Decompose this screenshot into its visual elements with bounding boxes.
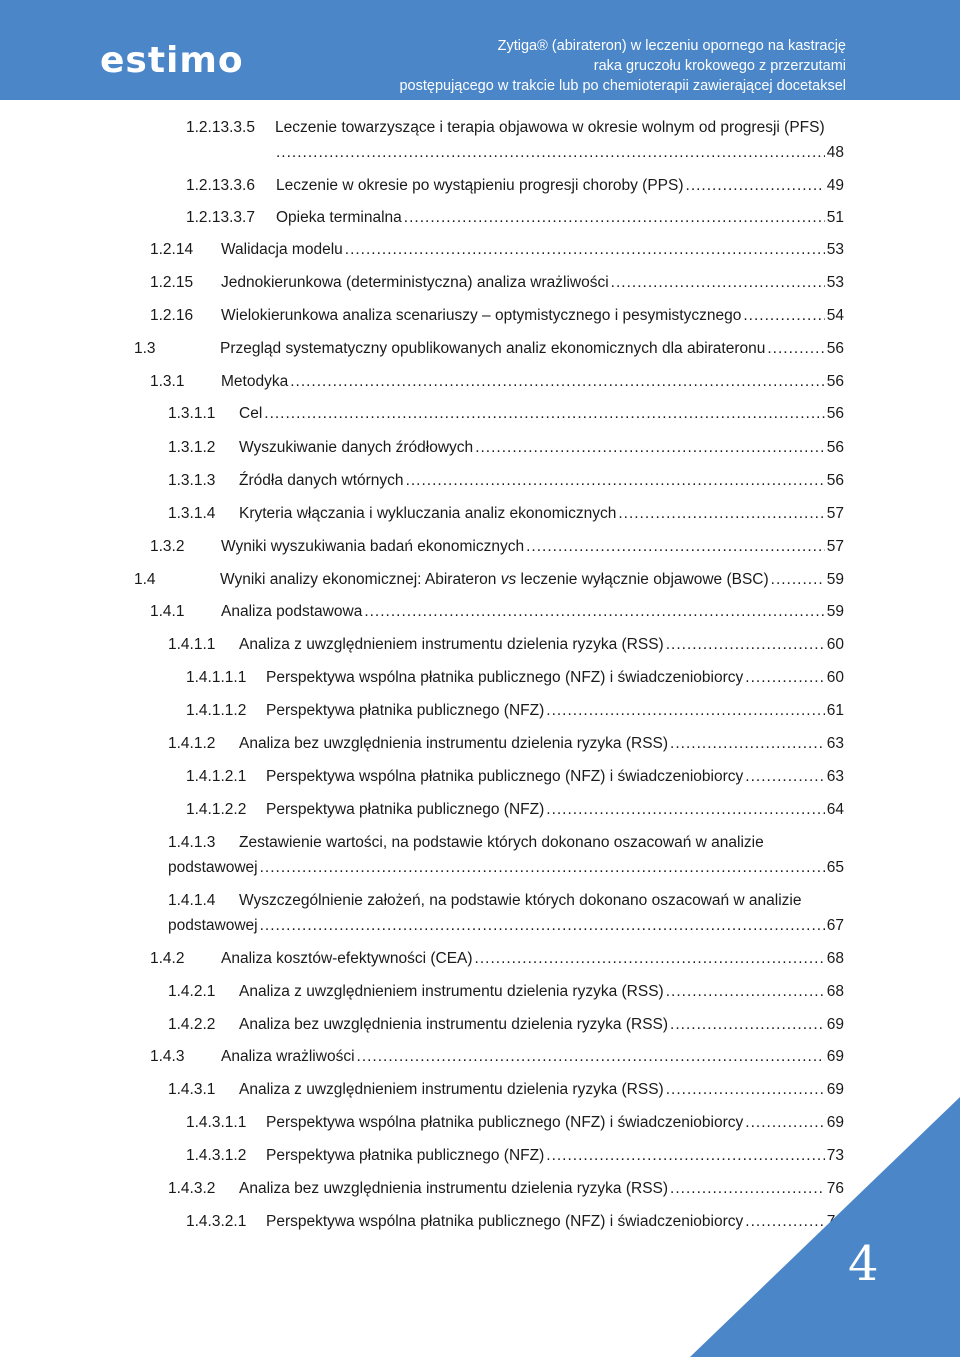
toc-title: Jednokierunkowa (deterministyczna) analiza wrażliwości (221, 274, 609, 291)
toc-number: 1.3 (134, 340, 156, 357)
toc-title: Kryteria włączania i wykluczania analiz ekonomicznych (239, 505, 617, 522)
toc-number: 1.4.1 (150, 603, 185, 620)
toc-number: 1.4.1.3 (168, 834, 216, 851)
toc-number: 1.4 (134, 571, 156, 588)
toc-page-number: 68 (826, 983, 844, 1000)
toc-title: Analiza podstawowa (221, 603, 363, 620)
toc-title: Analiza kosztów-efektywności (CEA) (221, 950, 473, 967)
toc-number: 1.4.3.2 (168, 1180, 216, 1197)
toc-entry[interactable] (168, 833, 764, 853)
toc-page-number: 68 (826, 950, 844, 967)
toc-title: Analiza bez uwzględnienia instrumentu dzielenia ryzyka (RSS) (239, 735, 669, 752)
toc-title: Walidacja modelu (221, 241, 343, 258)
toc-leader-dots (546, 800, 824, 820)
toc-entry[interactable] (168, 734, 844, 754)
toc-entry[interactable] (150, 949, 844, 969)
toc-entry[interactable] (168, 438, 844, 458)
toc-number: 1.3.1.1 (168, 405, 216, 422)
toc-title: Wielokierunkowa analiza scenariuszy – optymistycznego i pesymistycznego (221, 307, 742, 324)
toc-title-continuation: podstawowej (168, 859, 258, 876)
toc-title-part: leczenie wyłącznie objawowe (BSC) (516, 571, 769, 588)
toc-page-number: 56 (826, 472, 844, 489)
toc-title: Zestawienie wartości, na podstawie których dokonano oszacowań w analizie (239, 834, 764, 851)
toc-entry[interactable] (186, 668, 844, 688)
toc-page-number: 67 (826, 917, 844, 934)
toc-number: 1.4.2.1 (168, 983, 216, 1000)
toc-leader-dots (745, 668, 824, 688)
toc-leader-dots (406, 471, 825, 491)
toc-number: 1.3.1.4 (168, 505, 216, 522)
toc-number: 1.3.1.2 (168, 439, 216, 456)
header-title-line-2: raka gruczołu krokowego z przerzutami (593, 58, 846, 74)
toc-title: Leczenie w okresie po wystąpieniu progresji choroby (PPS) (276, 177, 684, 194)
toc-entry[interactable] (150, 537, 844, 557)
toc-entry[interactable] (150, 273, 844, 293)
toc-page-number: 63 (826, 768, 844, 785)
toc-page-number: 59 (826, 603, 844, 620)
toc-number: 1.2.13.3.5 (186, 119, 255, 136)
toc-title: Perspektywa wspólna płatnika publicznego (NFZ) i świadczeniobiorcy (266, 669, 744, 686)
toc-entry[interactable] (168, 471, 844, 491)
toc-title: Perspektywa wspólna płatnika publicznego (NFZ) i świadczeniobiorcy (266, 1213, 744, 1230)
toc-leader-dots (260, 858, 825, 878)
toc-page-number: 49 (826, 177, 844, 194)
toc-entry-continuation[interactable] (276, 143, 844, 163)
toc-page-number: 51 (826, 209, 844, 226)
toc-page-number: 56 (826, 373, 844, 390)
toc-title: Wyszukiwanie danych źródłowych (239, 439, 474, 456)
toc-page-number: 57 (826, 505, 844, 522)
toc-title: Źródła danych wtórnych (239, 472, 404, 489)
toc-leader-dots (364, 602, 824, 622)
toc-page-number: 64 (826, 801, 844, 818)
toc-title-emphasis: vs (500, 571, 517, 588)
corner-decoration (690, 1097, 960, 1357)
toc-leader-dots (771, 570, 825, 590)
toc-page-number: 60 (826, 636, 844, 653)
toc-title: Analiza z uwzględnieniem instrumentu dzielenia ryzyka (RSS) (239, 983, 664, 1000)
toc-number: 1.4.2.2 (168, 1016, 216, 1033)
toc-number: 1.4.1.1 (168, 636, 216, 653)
toc-entry[interactable] (150, 306, 844, 326)
toc-page-number: 76 (826, 1213, 844, 1230)
toc-title: Przegląd systematyczny opublikowanych analiz ekonomicznych dla abirateronu (220, 340, 766, 357)
toc-title: Analiza z uwzględnieniem instrumentu dzielenia ryzyka (RSS) (239, 636, 664, 653)
toc-page-number: 69 (826, 1114, 844, 1131)
toc-page-number: 69 (826, 1081, 844, 1098)
toc-leader-dots (666, 635, 825, 655)
toc-title (220, 570, 769, 590)
toc-page-number: 60 (826, 669, 844, 686)
toc-number: 1.2.13.3.7 (186, 209, 255, 226)
toc-title: Perspektywa płatnika publicznego (NFZ) (266, 801, 545, 818)
toc-page-number: 59 (826, 571, 844, 588)
toc-title: Analiza bez uwzględnienia instrumentu dzielenia ryzyka (RSS) (239, 1180, 669, 1197)
toc-number: 1.2.15 (150, 274, 194, 291)
toc-title: Perspektywa wspólna płatnika publicznego (NFZ) i świadczeniobiorcy (266, 1114, 744, 1131)
toc-entry[interactable] (150, 372, 844, 392)
toc-entry-continuation[interactable] (168, 858, 844, 878)
toc-entry[interactable] (186, 118, 825, 138)
toc-number: 1.4.3 (150, 1048, 185, 1065)
toc-page-number: 54 (826, 307, 844, 324)
toc-leader-dots (745, 767, 824, 787)
toc-page-number: 56 (826, 340, 844, 357)
toc-entry[interactable] (150, 602, 844, 622)
toc-leader-dots (666, 982, 825, 1002)
toc-leader-dots (475, 949, 825, 969)
toc-page-number: 76 (826, 1180, 844, 1197)
toc-title: Wyszczególnienie założeń, na podstawie których dokonano oszacowań w analizie (239, 892, 802, 909)
toc-number: 1.4.2 (150, 950, 185, 967)
toc-entry[interactable] (134, 339, 844, 359)
toc-title: Leczenie towarzyszące i terapia objawowa w okresie wolnym od progresji (PFS) (275, 119, 825, 136)
toc-number: 1.3.2 (150, 538, 185, 555)
toc-number: 1.4.1.1.1 (186, 669, 247, 686)
header-title-line-3: postępującego w trakcie lub po chemioterapii zawierającej docetaksel (399, 78, 846, 94)
toc-leader-dots (290, 372, 825, 392)
toc-leader-dots (670, 1015, 825, 1035)
toc-entry[interactable] (150, 1047, 844, 1067)
header-title-line-1: Zytiga® (abirateron) w leczeniu opornego na kastrację (497, 38, 846, 54)
toc-entry[interactable] (168, 404, 844, 424)
toc-number: 1.4.1.1.2 (186, 702, 247, 719)
toc-entry[interactable] (186, 701, 844, 721)
toc-page-number: 65 (826, 859, 844, 876)
toc-number: 1.2.13.3.6 (186, 177, 255, 194)
toc-number: 1.4.3.1.1 (186, 1114, 247, 1131)
company-logo: estimo (100, 40, 244, 81)
toc-title: Metodyka (221, 373, 289, 390)
toc-page-number: 63 (826, 735, 844, 752)
toc-title: Wyniki wyszukiwania badań ekonomicznych (221, 538, 525, 555)
toc-entry[interactable] (186, 800, 844, 820)
toc-entry[interactable] (150, 240, 844, 260)
toc-title: Analiza wrażliwości (221, 1048, 355, 1065)
toc-page-number: 69 (826, 1016, 844, 1033)
toc-page-number: 56 (826, 439, 844, 456)
toc-page-number: 56 (826, 405, 844, 422)
toc-entry[interactable] (168, 891, 802, 911)
toc-page-number: 53 (826, 241, 844, 258)
toc-number: 1.4.1.2.1 (186, 768, 247, 785)
toc-entry[interactable] (168, 635, 844, 655)
toc-leader-dots (686, 176, 825, 196)
toc-title: Cel (239, 405, 263, 422)
toc-leader-dots (743, 306, 824, 326)
toc-leader-dots (276, 143, 825, 163)
toc-leader-dots (618, 504, 824, 524)
toc-leader-dots (526, 537, 825, 557)
toc-title-continuation: podstawowej (168, 917, 258, 934)
toc-entry[interactable] (168, 504, 844, 524)
toc-number: 1.3.1.3 (168, 472, 216, 489)
toc-title: Analiza bez uwzględnienia instrumentu dzielenia ryzyka (RSS) (239, 1016, 669, 1033)
toc-number: 1.4.3.1 (168, 1081, 216, 1098)
toc-leader-dots (264, 404, 824, 424)
toc-leader-dots (260, 916, 825, 936)
toc-page-number: 48 (826, 144, 844, 161)
toc-page-number: 69 (826, 1048, 844, 1065)
toc-title: Analiza z uwzględnieniem instrumentu dzielenia ryzyka (RSS) (239, 1081, 664, 1098)
toc-title: Perspektywa płatnika publicznego (NFZ) (266, 702, 545, 719)
toc-number: 1.4.1.2.2 (186, 801, 247, 818)
toc-title: Perspektywa wspólna płatnika publicznego (NFZ) i świadczeniobiorcy (266, 768, 744, 785)
toc-page-number: 57 (826, 538, 844, 555)
toc-page-number: 73 (826, 1147, 844, 1164)
toc-page-number: 53 (826, 274, 844, 291)
toc-entry-continuation[interactable] (168, 916, 844, 936)
toc-entry[interactable] (168, 982, 844, 1002)
toc-leader-dots (475, 438, 825, 458)
page-number: 4 (848, 1236, 879, 1292)
toc-leader-dots (357, 1047, 825, 1067)
toc-number: 1.4.3.1.2 (186, 1147, 247, 1164)
toc-entry[interactable] (134, 570, 844, 590)
toc-entry[interactable] (186, 176, 844, 196)
toc-entry[interactable] (168, 1015, 844, 1035)
toc-leader-dots (670, 734, 825, 754)
toc-leader-dots (546, 701, 824, 721)
toc-entry[interactable] (186, 208, 844, 228)
toc-number: 1.4.1.2 (168, 735, 216, 752)
document-header (399, 36, 846, 96)
toc-entry[interactable] (186, 767, 844, 787)
toc-title: Opieka terminalna (276, 209, 402, 226)
toc-title: Perspektywa płatnika publicznego (NFZ) (266, 1147, 545, 1164)
toc-number: 1.2.16 (150, 307, 194, 324)
toc-leader-dots (404, 208, 825, 228)
toc-leader-dots (767, 339, 824, 359)
toc-number: 1.3.1 (150, 373, 185, 390)
toc-number: 1.4.3.2.1 (186, 1213, 247, 1230)
toc-title-part: Wyniki analizy ekonomicznej: Abirateron (220, 571, 501, 588)
toc-leader-dots (611, 273, 825, 293)
toc-page-number: 61 (826, 702, 844, 719)
toc-leader-dots (345, 240, 825, 260)
toc-number: 1.4.1.4 (168, 892, 216, 909)
toc-number: 1.2.14 (150, 241, 194, 258)
